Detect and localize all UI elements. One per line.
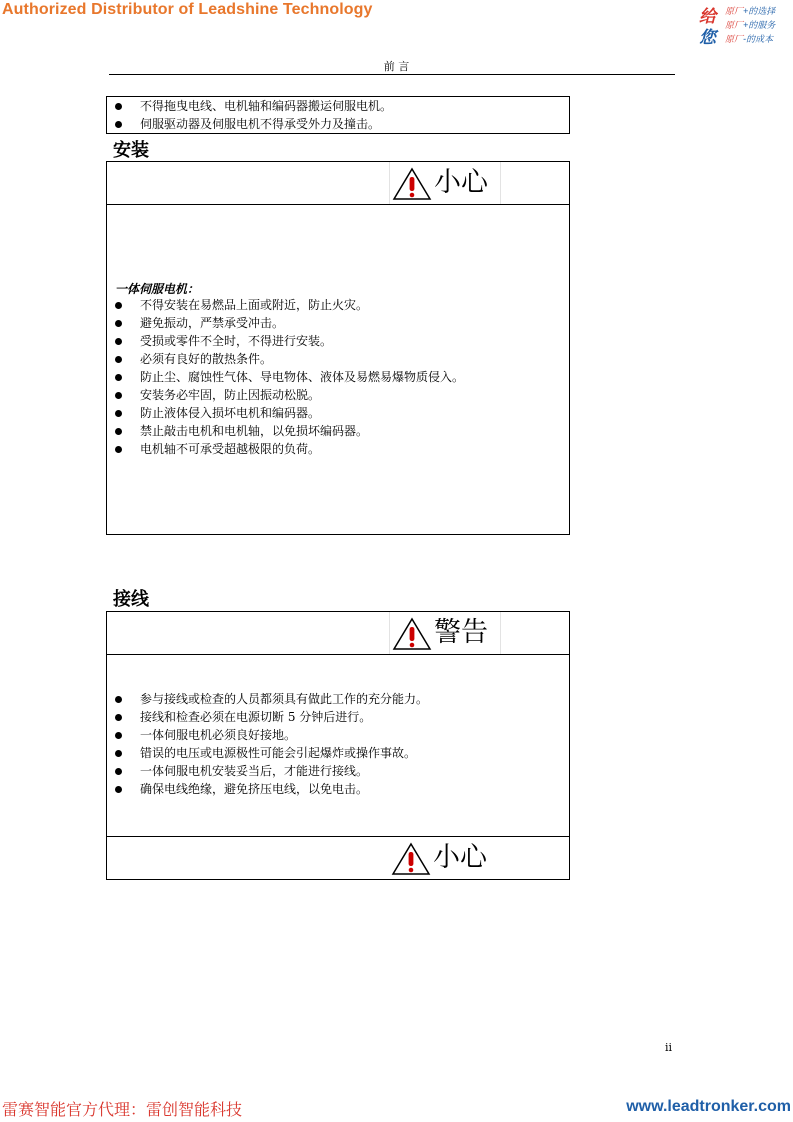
footer-agent-text: 雷赛智能官方代理：雷创智能科技 bbox=[2, 1100, 243, 1119]
caution-banner-bottom bbox=[107, 836, 569, 879]
footer-website-link[interactable]: www.leadtronker.com bbox=[626, 1098, 791, 1115]
running-head: 前 言 bbox=[383, 60, 410, 73]
logo-line-2: 原厂+的服务 bbox=[725, 20, 776, 30]
list-item: 伺服驱动器及伺服电机不得承受外力及撞击。 bbox=[107, 115, 569, 133]
list-item: 防止液体侵入损坏电机和编码器。 bbox=[107, 404, 464, 422]
list-item: 确保电线绝缘，避免挤压电线，以免电击。 bbox=[107, 780, 428, 798]
section-title-wiring: 接线 bbox=[113, 589, 149, 610]
warning-label: 警告 bbox=[434, 617, 488, 648]
list-item: 禁止敲击电机和电机轴，以免损坏编码器。 bbox=[107, 422, 464, 440]
list-item: 参与接线或检查的人员都须具有做此工作的充分能力。 bbox=[107, 690, 428, 708]
page-number: ii bbox=[665, 1041, 673, 1054]
caution-banner bbox=[107, 162, 569, 205]
list-item: 安装务必牢固，防止因振动松脱。 bbox=[107, 386, 464, 404]
logo-char-2: 您 bbox=[699, 28, 716, 48]
logo-line-3: 原厂-的成本 bbox=[725, 34, 774, 44]
warning-triangle-icon bbox=[392, 167, 432, 201]
list-item: 不得安装在易燃品上面或附近，防止火灾。 bbox=[107, 296, 464, 314]
list-item: 不得拖曳电线、电机轴和编码器搬运伺服电机。 bbox=[107, 97, 569, 115]
list-item: 一体伺服电机必须良好接地。 bbox=[107, 726, 428, 744]
list-item: 错误的电压或电源极性可能会引起爆炸或操作事故。 bbox=[107, 744, 428, 762]
section-title-install: 安装 bbox=[113, 140, 149, 161]
logo-char-1: 给 bbox=[699, 7, 716, 27]
list-item: 防止尘、腐蚀性气体、导电物体、液体及易燃易爆物质侵入。 bbox=[107, 368, 464, 386]
list-item: 接线和检查必须在电源切断 5 分钟后进行。 bbox=[107, 708, 428, 726]
list-item: 电机轴不可承受超越极限的负荷。 bbox=[107, 440, 464, 458]
caution-label: 小心 bbox=[433, 842, 487, 873]
warning-triangle-icon bbox=[391, 842, 431, 876]
wiring-list bbox=[107, 690, 428, 798]
caution-label: 小心 bbox=[434, 167, 488, 198]
list-item: 受损或零件不全时，不得进行安装。 bbox=[107, 332, 464, 350]
handling-list bbox=[107, 97, 569, 133]
install-caution-box bbox=[106, 161, 570, 535]
list-item: 避免振动，严禁承受冲击。 bbox=[107, 314, 464, 332]
warning-banner bbox=[107, 612, 569, 655]
wiring-warning-box bbox=[106, 611, 570, 880]
install-list bbox=[107, 296, 464, 458]
motor-subheading: 一体伺服电机： bbox=[115, 282, 200, 296]
warning-triangle-icon bbox=[392, 617, 432, 651]
header-rule bbox=[109, 74, 675, 75]
distributor-banner: Authorized Distributor of Leadshine Technology bbox=[2, 1, 373, 18]
logo-line-1: 原厂+的选择 bbox=[725, 6, 776, 16]
list-item: 必须有良好的散热条件。 bbox=[107, 350, 464, 368]
list-item: 一体伺服电机安装妥当后，才能进行接线。 bbox=[107, 762, 428, 780]
brand-logo bbox=[699, 2, 789, 46]
handling-box bbox=[106, 96, 570, 134]
